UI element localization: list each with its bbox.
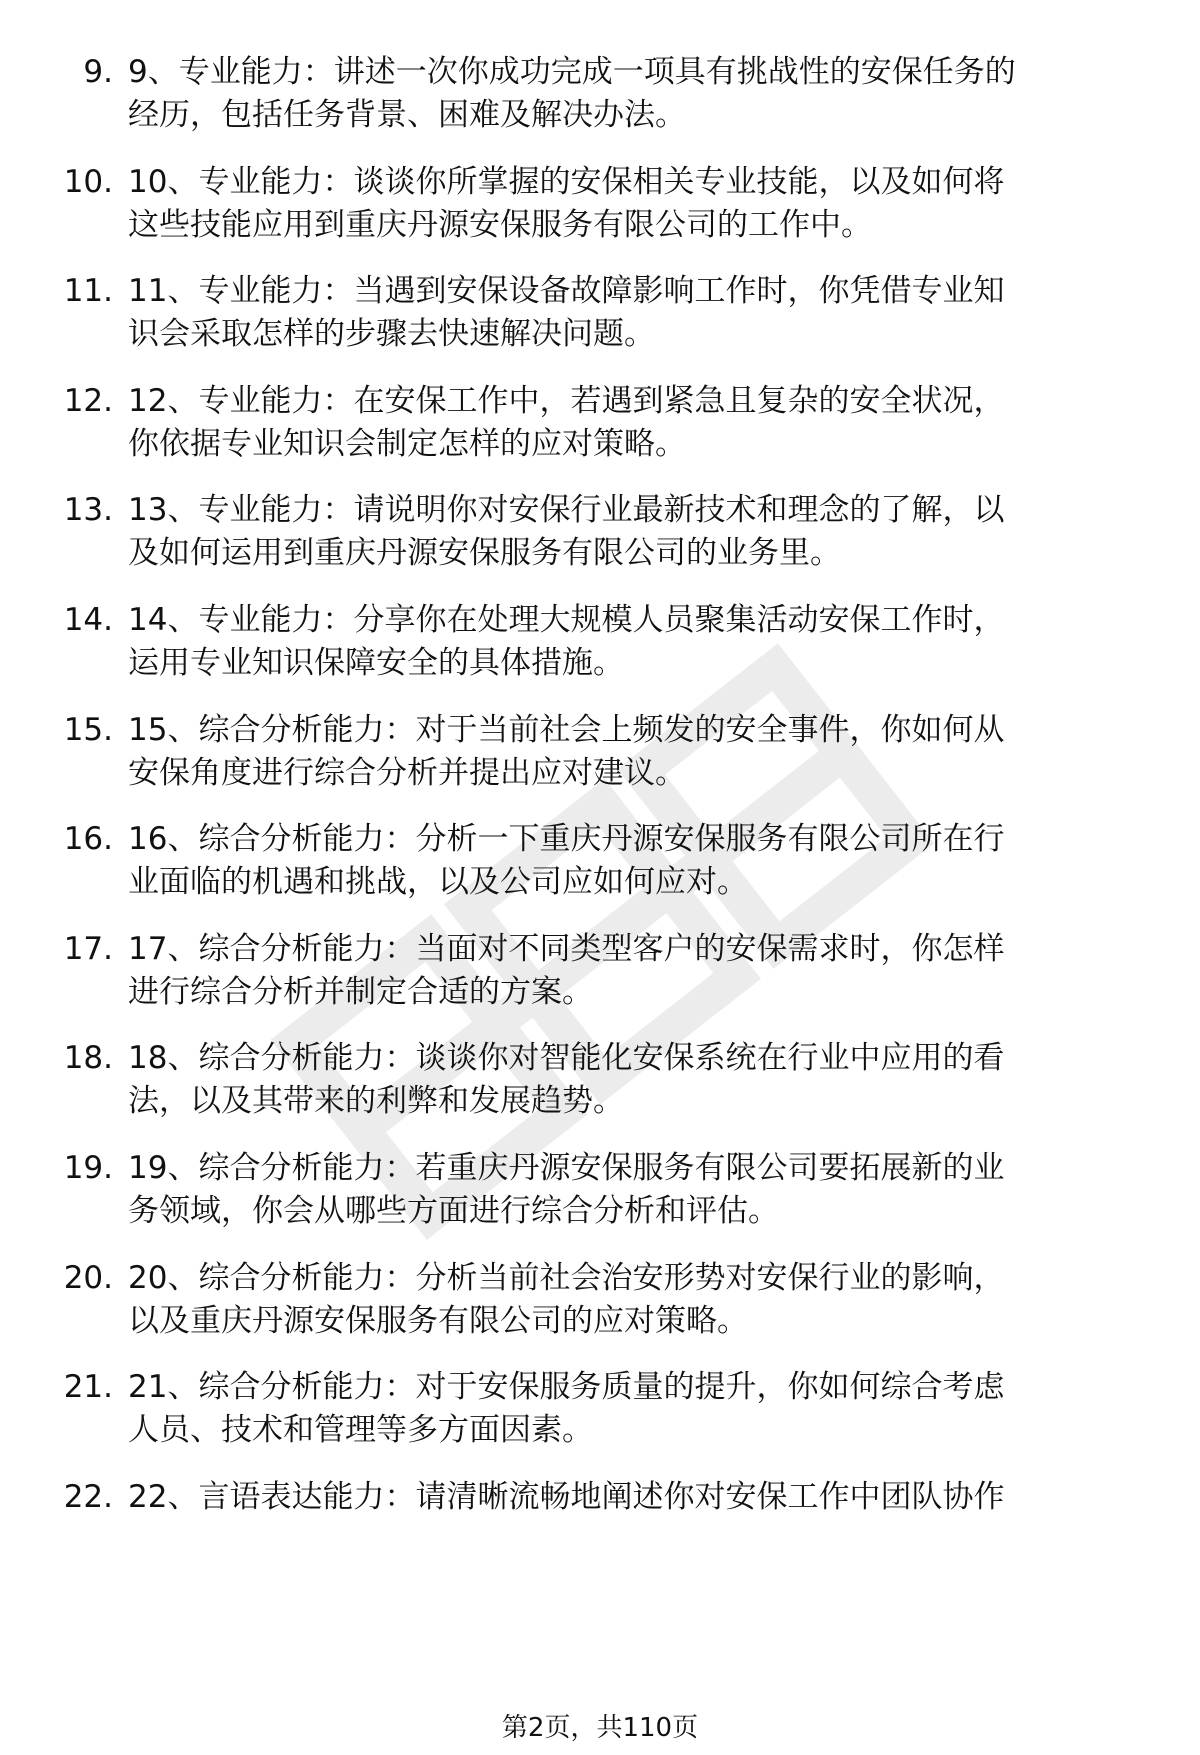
item-number: 11. bbox=[63, 273, 113, 310]
list-item bbox=[0, 1256, 1200, 1356]
list-item bbox=[0, 1475, 1200, 1575]
list-item bbox=[0, 708, 1200, 808]
list-item bbox=[0, 50, 1200, 150]
item-text-line: 这些技能应用到重庆丹源安保服务有限公司的工作中。 bbox=[128, 206, 872, 243]
list-item bbox=[0, 598, 1200, 698]
item-number: 21. bbox=[63, 1369, 113, 1406]
item-text-line: 9、专业能力：讲述一次你成功完成一项具有挑战性的安保任务的 bbox=[128, 54, 1016, 90]
item-text-line: 运用专业知识保障安全的具体措施。 bbox=[128, 645, 624, 681]
item-text-line: 14、专业能力：分享你在处理大规模人员聚集活动安保工作时， bbox=[128, 602, 1005, 638]
item-number: 14. bbox=[63, 602, 113, 638]
item-text-line: 及如何运用到重庆丹源安保服务有限公司的业务里。 bbox=[128, 535, 841, 572]
item-number: 17. bbox=[63, 930, 113, 967]
list-item bbox=[0, 1036, 1200, 1136]
item-text-line: 16、综合分析能力：分析一下重庆丹源安保服务有限公司所在行 bbox=[128, 821, 1005, 858]
item-text-line: 20、综合分析能力：分析当前社会治安形势对安保行业的影响， bbox=[128, 1259, 1005, 1296]
item-text-line: 法，以及其带来的利弊和发展趋势。 bbox=[128, 1083, 624, 1120]
item-text-line: 务领域，你会从哪些方面进行综合分析和评估。 bbox=[128, 1193, 779, 1229]
item-text-line: 11、专业能力：当遇到安保设备故障影响工作时，你凭借专业知 bbox=[128, 273, 1005, 310]
item-text-line: 你依据专业知识会制定怎样的应对策略。 bbox=[128, 425, 686, 462]
list-item bbox=[0, 269, 1200, 369]
item-text-line: 12、专业能力：在安保工作中，若遇到紧急且复杂的安全状况， bbox=[128, 382, 1005, 419]
list-item bbox=[0, 488, 1200, 588]
item-number: 22. bbox=[63, 1478, 113, 1515]
item-text-line: 进行综合分析并制定合适的方案。 bbox=[128, 973, 593, 1010]
item-number: 18. bbox=[63, 1040, 113, 1077]
item-text-line: 业面临的机遇和挑战，以及公司应如何应对。 bbox=[128, 864, 748, 901]
item-text-line: 17、综合分析能力：当面对不同类型客户的安保需求时，你怎样 bbox=[128, 930, 1005, 967]
item-number: 9. bbox=[83, 54, 113, 90]
item-number: 12. bbox=[63, 382, 113, 419]
item-text-line: 15、综合分析能力：对于当前社会上频发的安全事件，你如何从 bbox=[128, 711, 1005, 748]
item-text-line: 10、专业能力：谈谈你所掌握的安保相关专业技能，以及如何将 bbox=[128, 163, 1005, 200]
item-text-line: 18、综合分析能力：谈谈你对智能化安保系统在行业中应用的看 bbox=[128, 1040, 1005, 1077]
list-item bbox=[0, 379, 1200, 479]
list-item bbox=[0, 817, 1200, 917]
item-text-line: 人员、技术和管理等多方面因素。 bbox=[128, 1412, 593, 1449]
list-item bbox=[0, 160, 1200, 260]
item-number: 19. bbox=[63, 1150, 113, 1186]
item-number: 16. bbox=[63, 821, 113, 858]
item-text-line: 13、专业能力：请说明你对安保行业最新技术和理念的了解，以 bbox=[128, 492, 1005, 529]
item-text-line: 22、言语表达能力：请清晰流畅地阐述你对安保工作中团队协作 bbox=[128, 1478, 1005, 1515]
page-footer: 第2页，共110页 bbox=[501, 1713, 699, 1743]
list-item bbox=[0, 1146, 1200, 1246]
item-number: 10. bbox=[63, 163, 113, 200]
item-text-line: 安保角度进行综合分析并提出应对建议。 bbox=[128, 754, 686, 791]
item-number: 15. bbox=[63, 711, 113, 748]
item-text-line: 经历，包括任务背景、困难及解决办法。 bbox=[128, 97, 686, 133]
item-number: 13. bbox=[63, 492, 113, 529]
item-text-line: 以及重庆丹源安保服务有限公司的应对策略。 bbox=[128, 1302, 748, 1339]
item-number: 20. bbox=[63, 1259, 113, 1296]
list-item bbox=[0, 927, 1200, 1027]
item-text-line: 21、综合分析能力：对于安保服务质量的提升，你如何综合考虑 bbox=[128, 1369, 1005, 1406]
list-item bbox=[0, 1365, 1200, 1465]
item-text-line: 19、综合分析能力：若重庆丹源安保服务有限公司要拓展新的业 bbox=[128, 1150, 1005, 1186]
item-text-line: 识会采取怎样的步骤去快速解决问题。 bbox=[128, 316, 655, 353]
